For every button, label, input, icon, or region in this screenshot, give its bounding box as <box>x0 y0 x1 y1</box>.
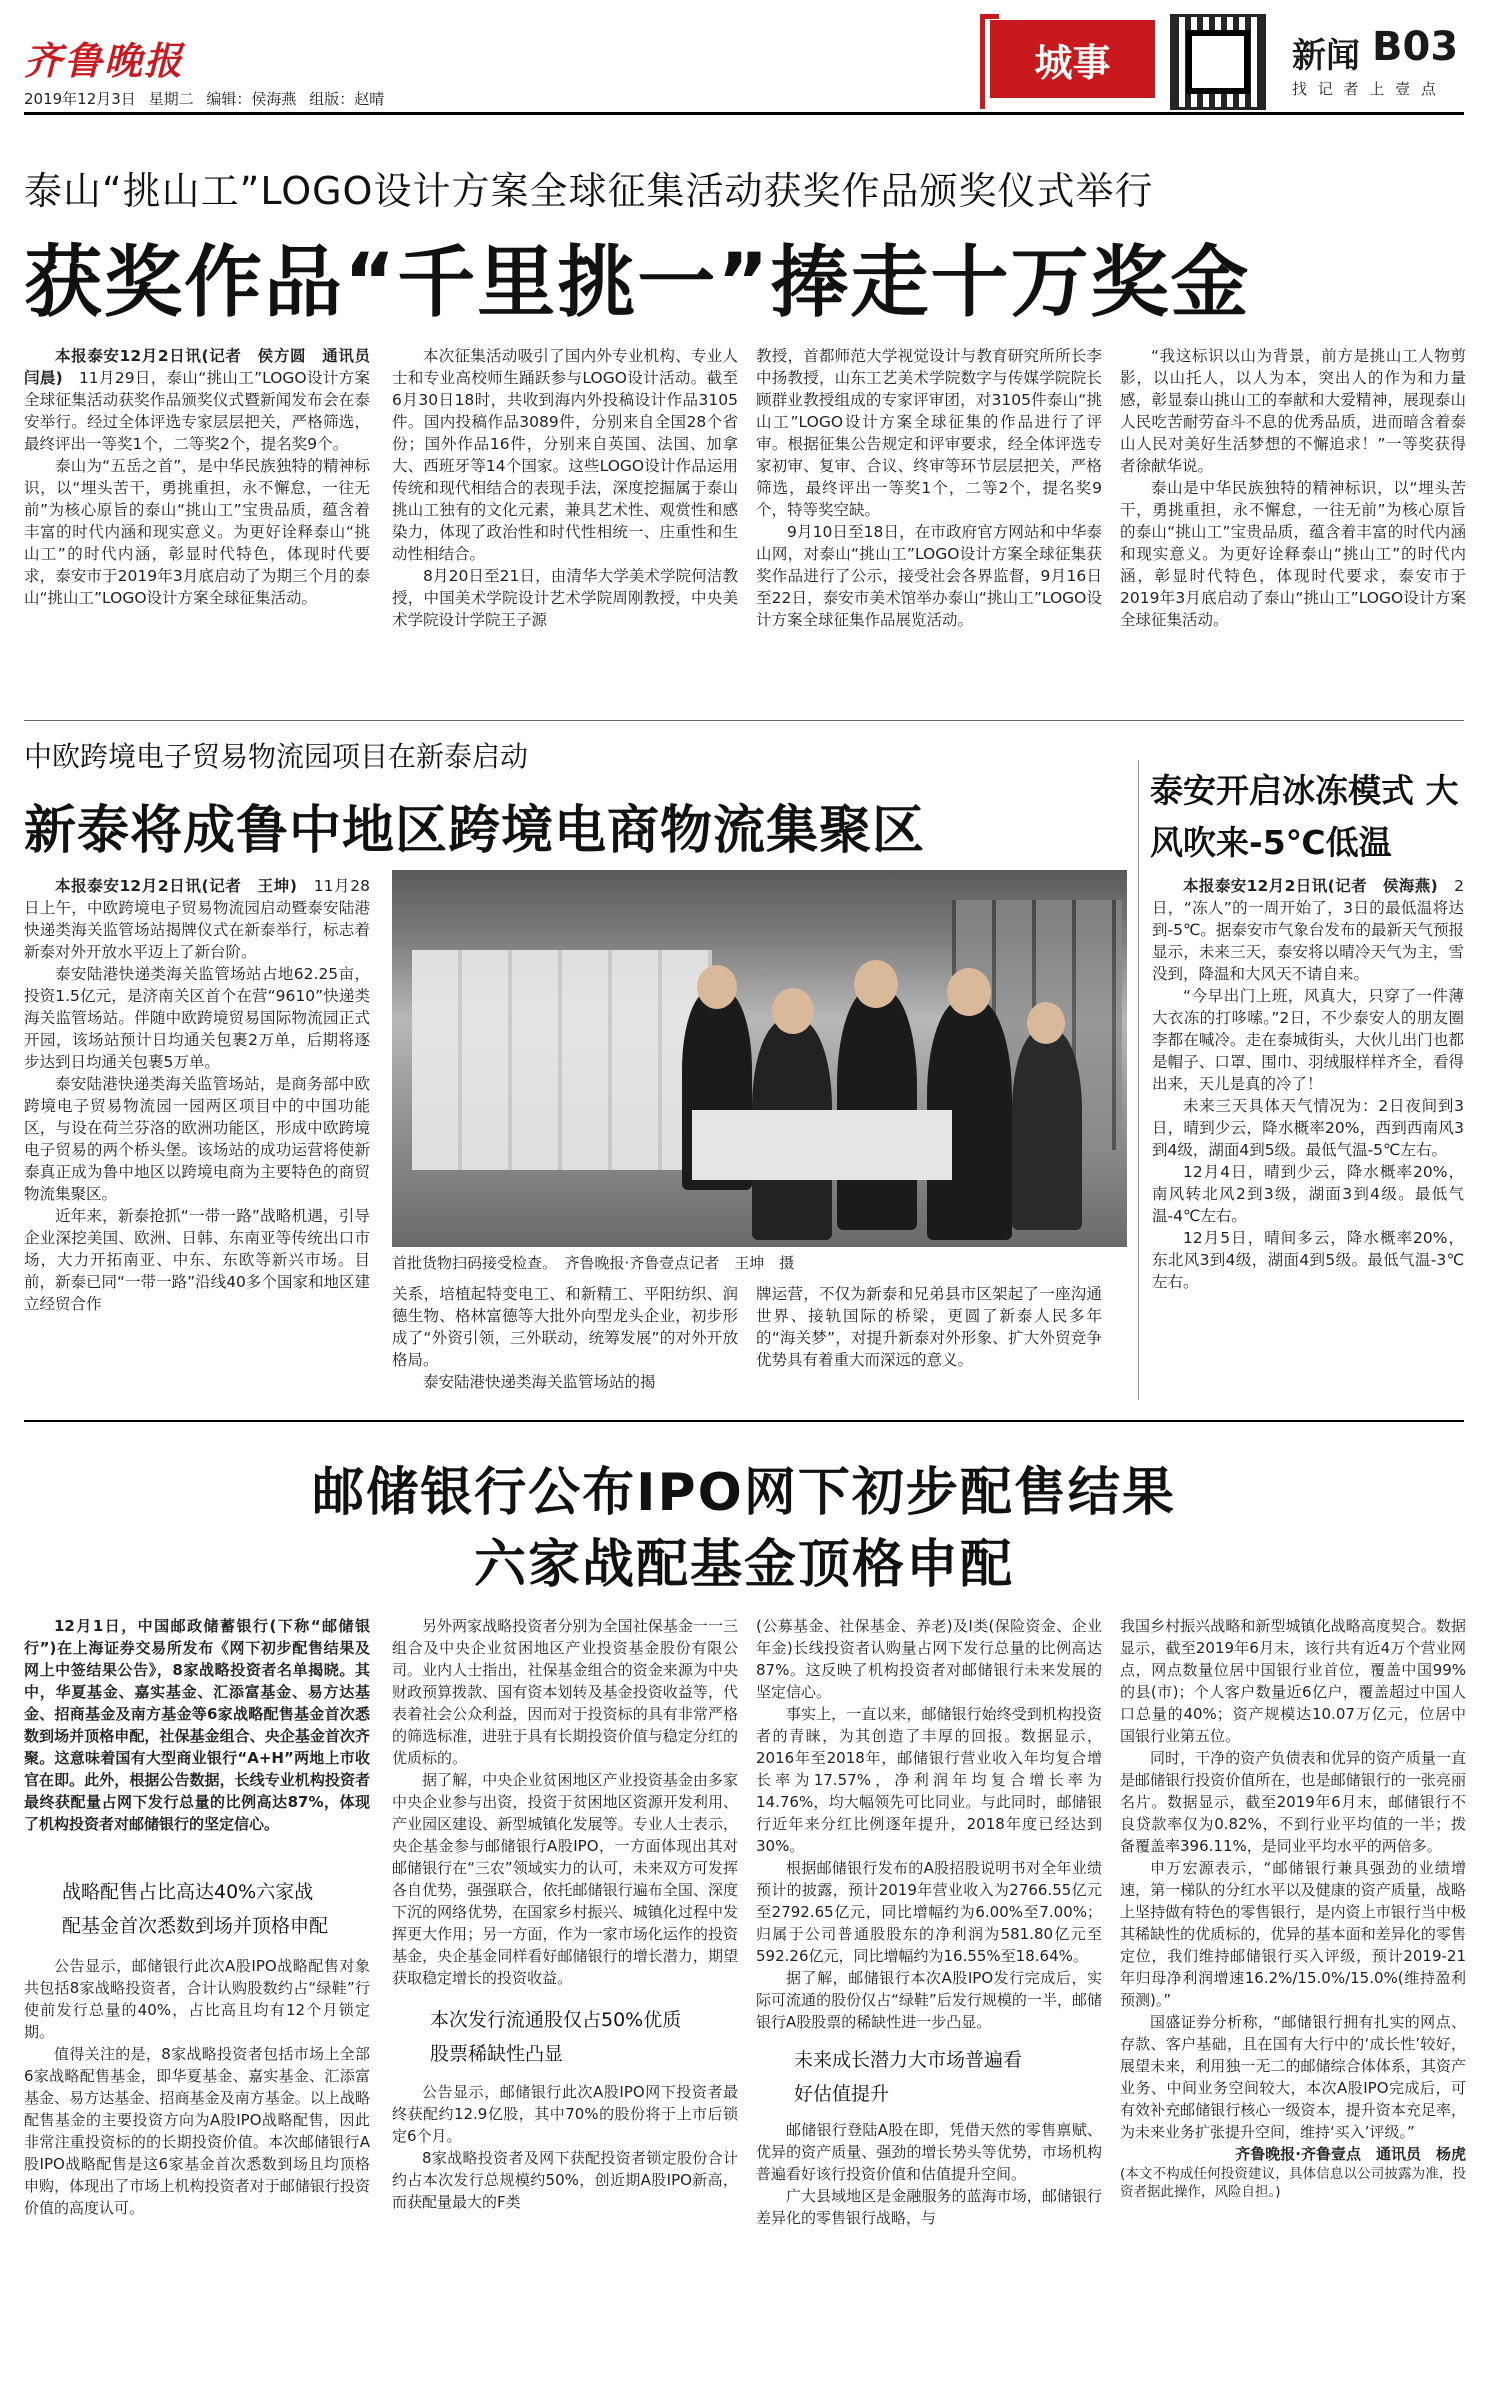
article4-subhead3 <box>756 2043 1102 2111</box>
photo-person-head <box>1027 1002 1065 1044</box>
article3-p1: 2日，“冻人”的一周开始了，3日的最低温将达到-5℃。据泰安市气象台发布的最新天气预报显示，未来三天，泰安将以晴冷天气为主，雪没到，降温和大风天不请自来。 <box>1152 877 1464 983</box>
article1-col2 <box>392 345 738 631</box>
issue-designer: 组版：赵晴 <box>309 90 385 108</box>
article1-col4-p2: 泰山是中华民族独特的精神标识，以“埋头苦干，勇挑重担，永不懈怠，一往无前”为核心原旨的泰山“挑山工”宝贵品质，蕴含着丰富的时代内涵和现实意义。为更好诠释泰山“挑山工”的时代内涵，彰显时代特色，体现时代要求，泰安市于2019年3月底启动了泰山“挑山工”LOGO设计方案全球征集活动。 <box>1120 479 1466 629</box>
article4-col1-p2: 值得关注的是，8家战略投资者包括市场上全部6家战略配售基金，即华夏基金、嘉实基金、汇添富基金、易方达基金、招商基金及南方基金。以上战略配售基金的主要投资方向为A股IPO战略配售，因此非常注重投资标的的长期投资价值。本次邮储银行A股IPO战略配售是这6家基金首次悉数到场且均顶格申购，体现出了市场上机构投资者对于邮储银行投资价值的高度认可。 <box>24 2045 370 2217</box>
article1-col3-p1: 教授，首都师范大学视觉设计与教育研究所所长李中扬教授，山东工艺美术学院数字与传媒学院院长顾群业教授组成的专家评审团，对3105件泰山“挑山工”LOGO设计方案全球征集的作品进行了评审。根据征集公告规定和评审要求，经全体评选专家初审、复审、合议、终审等环节层层把关，严格筛选，最终评出一等奖1个，二等2个，提名奖9个，特等奖空缺。 <box>756 347 1102 519</box>
article3-title: 泰安开启冰冻模式 大风吹来-5℃低温 <box>1150 771 1459 862</box>
article3-p3: 未来三天具体天气情况为：2日夜间到3日，晴到少云，降水概率20%，西到西南风3到4级，湖面4到5级。最低气温-5℃左右。 <box>1152 1097 1464 1159</box>
issue-weekday: 星期二 <box>148 90 194 108</box>
issue-date: 2019年12月3日 <box>24 90 136 108</box>
article4-col2-p2: 据了解，中央企业贫困地区产业投资基金由多家中央企业参与出资，投资于贫困地区资源开发利用、产业园区建设、新型城镇化发展等。专业人士表示，央企基金参与邮储银行A股IPO，一方面体现出其对邮储银行在“三农”领域实力的认可，未来双方可发挥各自优势，强强联合，依托邮储银行遍布全国、深度下沉的网络优势，在国家乡村振兴、城镇化过程中发挥更大作用；另一方面，作为一家市场化运作的投资基金，央企基金同样看好邮储银行的增长潜力，期望获取稳定增长的投资收益。 <box>392 1771 738 1987</box>
article3-p5: 12月5日，晴间多云，降水概率20%，东北风3到4级，湖面4到5级。最低气温-3℃左右。 <box>1152 1229 1464 1291</box>
section-tag: 城事 <box>990 20 1155 98</box>
article4-col2-p4: 8家战略投资者及网下获配投资者锁定股份合计约占本次发行总规模约50%，创近期A股IPO新高，而获配量最大的F类 <box>392 2149 738 2211</box>
article1-col1 <box>24 345 386 609</box>
photo-counter <box>692 1110 952 1180</box>
article4-title-line1: 邮储银行公布IPO网下初步配售结果 <box>312 1463 1176 1523</box>
article4-col2 <box>392 1615 738 2213</box>
article3-body <box>1152 875 1464 1293</box>
news-photo <box>392 870 1127 1247</box>
photo-person-head <box>772 988 814 1034</box>
article1-col3-p2: 9月10日至18日，在市政府官方网站和中华泰山网，对泰山“挑山工”LOGO设计方案全球征集获奖作品进行了公示，接受社会各界监督，9月16日至22日，泰安市美术馆举办泰山“挑山工”LOGO设计方案全球征集作品展览活动。 <box>756 523 1102 629</box>
article2-subtitle: 中欧跨境电子贸易物流园项目在新泰启动 <box>24 740 529 773</box>
article4-col3-p4: 据了解，邮储银行本次A股IPO发行完成后，实际可流通的股份仅占“绿鞋”后发行规模的一半，邮储银行A股股票的稀缺性进一步凸显。 <box>756 1969 1102 2031</box>
article4-col2-p3: 公告显示，邮储银行此次A股IPO网下投资者最终获配约12.9亿股，其中70%的股份将于上市后锁定6个月。 <box>392 2083 738 2145</box>
article4-subhead2-line2: 股票稀缺性凸显 <box>430 2043 564 2065</box>
article2-col3-p1: 牌运营，不仅为新泰和兄弟县市区架起了一座沟通世界、接轨国际的桥梁，更圆了新泰人民多年的“海关梦”，对提升新泰对外形象、扩大外贸竞争优势具有着重大而深远的意义。 <box>756 1285 1102 1369</box>
article4-col2-p1: 另外两家战略投资者分别为全国社保基金一一三组合及中央企业贫困地区产业投资基金股份有限公司。业内人士指出，社保基金组合的资金来源为中央财政预算拨款、国有资本划转及基金投资收益等，代表着社会公众利益，因而对于投资标的具有非常严格的筛选标准，进驻于具有长期投资价值与稳定分红的优质标的。 <box>392 1617 738 1767</box>
article4-col3-p5: 邮储银行登陆A股在即，凭借天然的零售禀赋、优异的资产质量、强劲的增长势头等优势，市场机构普遍看好该行投资价值和估值提升空间。 <box>756 2121 1102 2183</box>
article2-byline: 本报泰安12月2日讯(记者 王坤) <box>55 877 297 895</box>
article4-col4-p1: 我国乡村振兴战略和新型城镇化战略高度契合。数据显示，截至2019年6月末，该行共有近4万个营业网点，网点数量位居中国银行业首位，覆盖中国99%的县(市)；个人客户数量近6亿户，覆盖超过中国人口总量的40%；资产规模达10.07万亿元，位居中国银行业第五位。 <box>1120 1617 1466 1745</box>
article2-col1-p3: 泰安陆港快递类海关监管场站，是商务部中欧跨境电子贸易物流园一园两区项目中的中国功能区，与设在荷兰芬洛的欧洲功能区，形成中欧跨境电子贸易的两个桥头堡。该场站的成功运营将使新泰真正成为鲁中地区以跨境电商为主要特色的商贸物流集聚区。 <box>24 1075 370 1203</box>
photo-person-head <box>854 960 898 1008</box>
article1-col1-p1: 11月29日，泰山“挑山工”LOGO设计方案全球征集活动获奖作品颁奖仪式暨新闻发布会在泰安举行。经过全体评选专家层层把关，严格筛选，最终评出一等奖1个，二等奖2个，提名奖9个。 <box>24 369 370 453</box>
divider-1 <box>24 720 1464 721</box>
article4-subhead2-line1: 本次发行流通股仅占50%优质 <box>430 2009 682 2031</box>
section-name: 新闻 <box>1292 36 1360 76</box>
article4-disclaimer: (本文不构成任何投资建议，具体信息以公司披露为准，投资者据此操作，风险自担。) <box>1120 2166 1466 2200</box>
article4-subhead1-line1: 战略配售占比高达40%六家战 <box>62 1881 314 1903</box>
article1-subtitle: 泰山“挑山工”LOGO设计方案全球征集活动获奖作品颁奖仪式举行 <box>24 169 1154 213</box>
article2-col1-p1: 11月28日上午，中欧跨境电子贸易物流园启动暨泰安陆港快递类海关监管场站揭牌仪式在新泰举行，标志着新泰对外开放水平迈上了新台阶。 <box>24 877 370 961</box>
article4-col4 <box>1120 1615 1466 2201</box>
header-rule <box>24 112 1464 115</box>
article2-col2-p1: 关系，培植起特变电工、和新精工、平阳纺织、润德生物、格林富德等大批外向型龙头企业，初步形成了“外资引领，三外联动，统筹发展”的对外开放格局。 <box>392 1285 738 1369</box>
article1-col2-p2: 8月20日至21日，由清华大学美术学院何洁教授，中国美术学院设计艺术学院周刚教授，中央美术学院设计学院王子源 <box>392 567 738 629</box>
article1-title: 获奖作品“千里挑一”捧走十万奖金 <box>24 238 1251 328</box>
photo-person-head <box>947 968 991 1016</box>
article3-byline: 本报泰安12月2日讯(记者 侯海燕) <box>1183 877 1438 895</box>
article2-col3 <box>756 1283 1102 1371</box>
article4-col1 <box>24 1615 370 2219</box>
article4-subhead1 <box>24 1875 370 1943</box>
photo-person <box>1012 1030 1082 1230</box>
article4-col4-p3: 申万宏源表示，“邮储银行兼具强劲的业绩增速，第一梯队的分红水平以及健康的资产质量，战略上坚持做有特色的零售银行，是内资上市银行当中极其稀缺性的优质标的，优异的基本面和差异化的零售定位，我们维持邮储银行买入评级，预计2019-21年归母净利润增速16.2%/15.0%/15.0%(维持盈利预测)。” <box>1120 1859 1466 2009</box>
article4-signature: 齐鲁晚报·齐鲁壹点 通讯员 杨虎 <box>1235 2145 1466 2163</box>
article2-col1-p2: 泰安陆港快递类海关监管场站占地62.25亩，投资1.5亿元，是济南关区首个在营“9610”快递类海关监管场站。伴随中欧跨境贸易国际物流园正式开园，该场站预计日均通关包裹2万单，后期将逐步达到日均通关包裹5万单。 <box>24 965 370 1071</box>
article2-col2 <box>392 1283 738 1393</box>
divider-vertical <box>1138 760 1139 1400</box>
article4-col1-p1: 公告显示，邮储银行此次A股IPO战略配售对象共包括8家战略投资者，合计认购股数约占“绿鞋”行使前发行总量的40%，占比高且均有12个月锁定期。 <box>24 1957 370 2041</box>
photo-caption: 首批货物扫码接受检查。 齐鲁晚报·齐鲁壹点记者 王坤 摄 <box>392 1254 795 1272</box>
photo-boxes <box>412 950 712 1170</box>
page-number: B03 <box>1372 24 1459 70</box>
article4-col3-p6: 广大县域地区是金融服务的蓝海市场，邮储银行差异化的零售银行战略，与 <box>756 2187 1102 2227</box>
issue-editor: 编辑：侯海燕 <box>206 90 297 108</box>
article1-col3 <box>756 345 1102 631</box>
qr-code-center <box>1186 30 1250 94</box>
article1-col2-p1: 本次征集活动吸引了国内外专业机构、专业人士和专业高校师生踊跃参与LOGO设计活动。截至6月30日18时，共收到海内外投稿设计作品3105件。国内投稿作品3089件，分别来自全国28个省份；国外作品16件，分别来自英国、法国、加拿大、西班牙等14个国家。这些LOGO设计作品运用传统和现代相结合的表现手法，深度挖掘属于泰山挑山工独有的文化元素，兼具艺术性、观赏性和感染力，体现了政治性和时代性相统一、庄重性和生动性相结合。 <box>392 347 738 563</box>
article2-col1-p4: 近年来，新泰抢抓“一带一路”战略机遇，引导企业深挖美国、欧洲、日韩、东南亚等传统出口市场，大力开拓南亚、中东、东欧等新兴市场。目前，新泰已同“一带一路”沿线40多个国家和地区建立经贸合作 <box>24 1207 370 1313</box>
article4-subhead3-line1: 未来成长潜力大市场普遍看 <box>794 2049 1023 2071</box>
article4-subhead2 <box>392 2003 738 2071</box>
article4-subhead1-line2: 配基金首次悉数到场并顶格申配 <box>62 1915 329 1937</box>
article1-col1-p2: 泰山为“五岳之首”，是中华民族独特的精神标识，以“埋头苦干，勇挑重担，永不懈怠，一往无前”为核心原旨的泰山“挑山工”宝贵品质，蕴含着丰富的时代内涵和现实意义。为更好诠释泰山“挑山工”的时代内涵，彰显时代特色，体现时代要求，泰安市于2019年3月底启动了为期三个月的泰山“挑山工”LOGO设计方案全球征集活动。 <box>24 457 370 607</box>
article1-byline: 本报泰安12月2日讯(记者 侯方圆 通讯员 闫晨) <box>24 347 386 387</box>
article3-p4: 12月4日，晴到少云，降水概率20%，南风转北风2到3级，湖面3到4级。最低气温-4℃左右。 <box>1152 1163 1464 1225</box>
article4-col3-p3: 根据邮储银行发布的A股招股说明书对全年业绩预计的披露，预计2019年营业收入为2766.55亿元至2792.65亿元，同比增幅约为6.00%至7.00%；归属于公司普通股股东的净利润为581.80亿元至592.26亿元，同比增幅约为16.55%至18.64%。 <box>756 1859 1102 1965</box>
reporter-line: 找 记 者 上 壹 点 <box>1292 80 1436 98</box>
article2-col1 <box>24 875 370 1315</box>
article4-col3 <box>756 1615 1102 2229</box>
article3-p2: “今早出门上班，风真大，只穿了一件薄大衣冻的打哆嗦。”2日，不少泰安人的朋友圈李都在喊冷。走在泰城街头，大伙儿出门也都是帽子、口罩、围巾、羽绒服样样齐全，看得出来，天儿是真的冷了！ <box>1152 987 1464 1093</box>
article1-col4-p1: “我这标识以山为背景，前方是挑山工人物剪影，以山托人，以人为本，突出人的作为和力量感，彰显泰山挑山工的奉献和大爱精神，展现泰山人民吃苦耐劳奋斗不息的优秀品质，进而暗含着泰山人民对美好生活梦想的不懈追求！”一等奖获得者徐献华说。 <box>1120 347 1466 475</box>
article4-subhead3-line2: 好估值提升 <box>794 2083 890 2105</box>
article4-title-line2: 六家战配基金顶格申配 <box>473 1535 1014 1595</box>
article2-col2-p2: 泰安陆港快递类海关监管场站的揭 <box>423 1373 656 1391</box>
article4-col4-p4: 国盛证券分析称，“邮储银行拥有扎实的网点、存款、客户基础，且在国有大行中的‘成长性’较好，展望未来，利用独一无二的邮储综合体体系，其资产业务、中间业务空间较大，本次A股IPO完成后，可有效补充邮储银行核心一级资本，提升资本充足率，为未来业务扩张提升空间，维持‘买入’评级。” <box>1120 2013 1466 2141</box>
article1-col4 <box>1120 345 1466 631</box>
article4-col3-p2: 事实上，一直以来，邮储银行始终受到机构投资者的青睐，为其创造了丰厚的回报。数据显示，2016年至2018年，邮储银行营业收入年均复合增长率为17.57%，净利润年均复合增长率为14.76%，均大幅领先可比同业。与此同时，邮储银行近年来分红比例逐年提升，2018年度已经达到30%。 <box>756 1705 1102 1855</box>
article2-title: 新泰将成鲁中地区跨境电商物流集聚区 <box>24 801 926 861</box>
divider-2 <box>24 1420 1464 1422</box>
photo-person-head <box>697 965 737 1009</box>
article4-lead: 12月1日，中国邮政储蓄银行(下称“邮储银行”)在上海证券交易所发布《网下初步配售结果及网上中签结果公告》，8家战略投资者名单揭晓。其中，华夏基金、嘉实基金、汇添富基金、易方达基金、招商基金及南方基金等6家战略配售基金首次悉数到场并顶格申配，社保基金组合、央企基金首次齐聚。这意味着国有大型商业银行“A+H”两地上市收官在即。此外，根据公告数据，长线专业机构投资者最终获配量占网下发行总量的比例高达87%，体现了机构投资者对邮储银行的坚定信心。 <box>24 1617 370 1833</box>
issue-meta <box>24 88 384 109</box>
article4-col4-p2: 同时，干净的资产负债表和优异的资产质量一直是邮储银行投资价值所在，也是邮储银行的一张亮丽名片。数据显示，截至2019年6月末，邮储银行不良贷款率仅为0.82%，不到行业平均值的一半；拨备覆盖率396.11%，是同业平均水平的两倍多。 <box>1120 1749 1466 1855</box>
newspaper-logo: 齐鲁晚报 <box>24 38 185 83</box>
article4-col3-p1: (公募基金、社保基金、养老)及I类(保险资金、企业年金)长线投资者认购量占网下发行总量的比例高达87%。这反映了机构投资者对邮储银行未来发展的坚定信心。 <box>756 1617 1102 1701</box>
